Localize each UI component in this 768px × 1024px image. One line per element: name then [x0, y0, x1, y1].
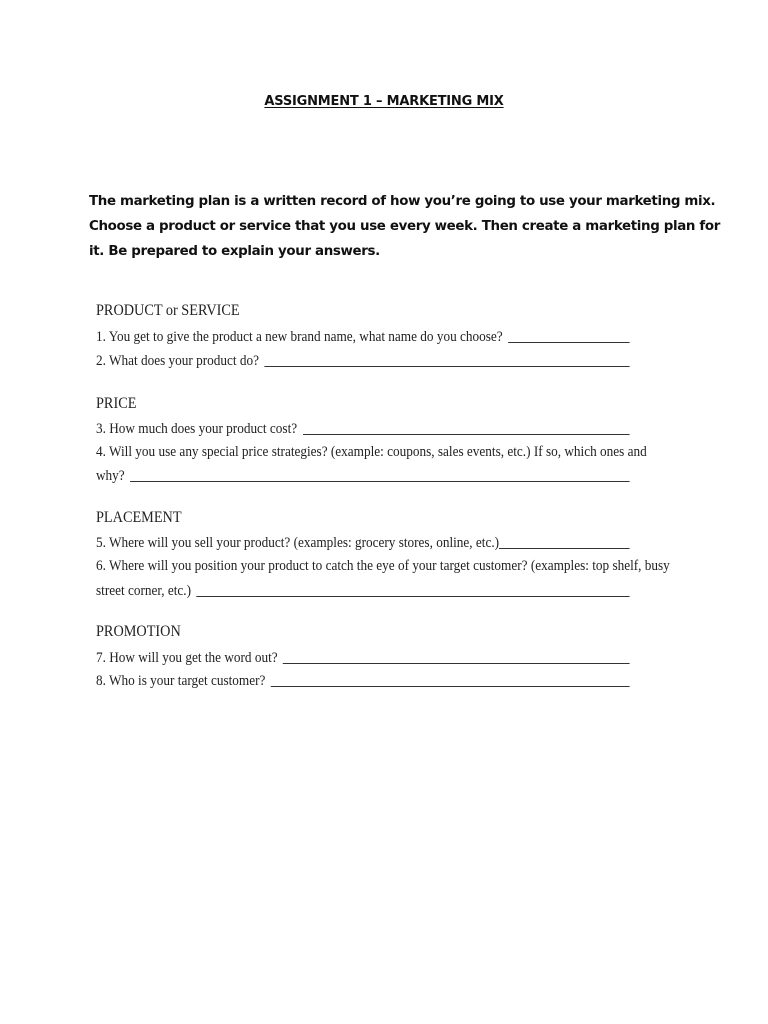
- intro-line: it. Be prepared to explain your answers.: [89, 244, 380, 259]
- question-3-text: 3. How much does your product cost?: [96, 421, 298, 437]
- section-heading-placement: PLACEMENT: [96, 509, 182, 526]
- question-2: [96, 350, 630, 370]
- question-7-text: 7. How will you get the word out?: [96, 650, 278, 666]
- question-8: [96, 670, 630, 690]
- question-6-continued: [96, 580, 630, 600]
- question-4: [96, 441, 647, 461]
- question-1: [96, 326, 630, 346]
- question-6-text-continued: street corner, etc.): [96, 583, 192, 599]
- section-heading-product: PRODUCT or SERVICE: [96, 302, 240, 319]
- question-6: [96, 555, 670, 575]
- question-8-text: 8. Who is your target customer?: [96, 673, 266, 689]
- section-heading-promotion: PROMOTION: [96, 623, 181, 640]
- answer-blank-2[interactable]: [265, 365, 630, 367]
- question-1-text: 1. You get to give the product a new brand name, what name do you choose?: [96, 329, 503, 345]
- intro-line: The marketing plan is a written record of how you’re going to use your marketing mix.: [89, 194, 716, 209]
- question-4-text-continued: why?: [96, 468, 125, 484]
- answer-blank-4[interactable]: [130, 480, 630, 482]
- answer-blank-5[interactable]: [499, 547, 630, 549]
- question-2-text: 2. What does your product do?: [96, 353, 260, 369]
- question-5-text: 5. Where will you sell your product? (examples: grocery stores, online, etc.): [96, 535, 500, 551]
- answer-blank-3[interactable]: [303, 433, 630, 435]
- question-5: [96, 532, 630, 552]
- question-6-text: 6. Where will you position your product to catch the eye of your target customer? (examples: top shelf, busy: [96, 558, 670, 574]
- question-4-continued: [96, 465, 630, 485]
- answer-blank-7[interactable]: [283, 662, 630, 664]
- answer-blank-8[interactable]: [271, 685, 630, 687]
- question-3: [96, 418, 629, 438]
- assignment-title: ASSIGNMENT 1 – MARKETING MIX: [264, 94, 504, 109]
- section-heading-price: PRICE: [96, 395, 137, 412]
- question-4-text: 4. Will you use any special price strategies? (example: coupons, sales events, etc.) If so, which ones and: [96, 444, 647, 460]
- intro-paragraph: [89, 189, 721, 264]
- question-7: [96, 647, 630, 667]
- answer-blank-1[interactable]: [508, 341, 629, 343]
- answer-blank-6[interactable]: [197, 595, 630, 597]
- intro-line: Choose a product or service that you use every week. Then create a marketing plan for: [89, 219, 721, 234]
